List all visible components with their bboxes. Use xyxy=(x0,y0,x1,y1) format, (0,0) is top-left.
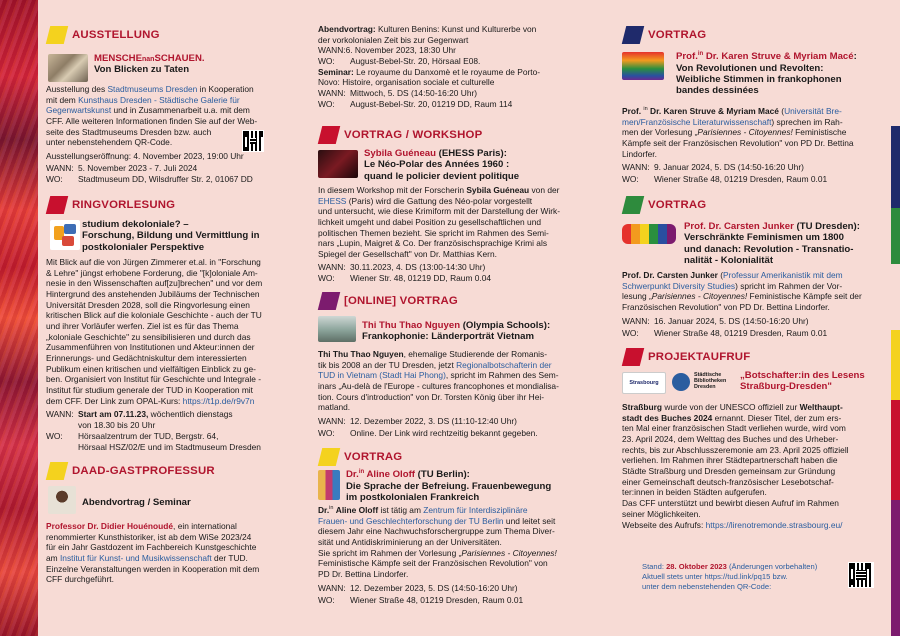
film-still-image xyxy=(318,150,358,178)
struve-paragraph: Prof. $^{in}$ Dr. Karen Struve & Myriam Macé (Universität Bre- men/Französische Literaturwissenschaft) sprechen im Rah- men der Vorlesung „Parisiennes - Citoyennes! Feministische Kämpfe seit der Französischen Revolution" von PD Dr. Bettina Lindorfer. xyxy=(622,106,854,159)
exhibition-wann: WANN: 5. November 2023 - 7. Juli 2024 xyxy=(46,163,198,173)
online-heading: Thi Thu Thao Nguyen (Olympia Schools): Frankophonie: Länderporträt Vietnam xyxy=(362,320,551,343)
purple-flag-icon xyxy=(318,292,340,310)
edge-bar-navy xyxy=(891,126,900,208)
library-icon xyxy=(672,373,690,391)
struve-wo: WO: Wiener Straße 48, 01219 Dresden, Raum 0.01 xyxy=(622,174,828,184)
oloff-paragraph: Dr.$^{in}$ Aline Oloff ist tätig am Zentrum für Interdisziplinäre Frauen- und Geschlechterforschung der TU Berlin und leitet seit diesem Jahr eine Nachwuchsforschergruppe zum Thema Diver- sität und Antidiskriminierung an der Universitäten. Sie spricht im Rahmen der Vorlesung „Parisiennes - Citoyennes! Feministische Kämpfe seit der Französischen Revolution" von PD Dr. Bettina Lindorfer. xyxy=(318,505,557,580)
daad-heading: Abendvortrag / Seminar xyxy=(82,497,191,508)
stadtmuseum-link[interactable]: Stadtmuseums Dresden xyxy=(107,84,198,94)
ringvorlesung-wo: WO: Hörsaalzentrum der TUD, Bergstr. 64, xyxy=(46,431,219,441)
ringvorlesung-time: von 18.30 bis 20 Uhr xyxy=(78,420,156,430)
ehess-link[interactable]: EHESS xyxy=(318,195,347,206)
qr-code-icon[interactable] xyxy=(242,130,264,152)
zifg-link[interactable]: Zentrum für Interdisziplinäre xyxy=(423,505,528,515)
book-cover-image xyxy=(318,470,340,500)
oloff-wo: WO: Wiener Straße 48, 01219 Dresden, Raum 0.01 xyxy=(318,595,524,605)
edge-bar-red xyxy=(891,400,900,500)
online-wann: WANN: 12. Dezember 2022, 3. DS (11:10-12:40 Uhr) xyxy=(318,416,517,426)
section-online-header: [ONLINE] VORTRAG xyxy=(320,292,458,310)
exhibition-paragraph: Ausstellung des Stadtmuseums Dresden in Kooperation mit dem Kunsthaus Dresden - Städtische Galerie für Gegenwartskunst und in Zusammenarbeit u.a. mit dem CFF. Alle weiteren Informationen finden Sie auf der Web- seite des Stadtmuseums Dresden bzw. auch unter nebenstehendem QR-Code. xyxy=(46,84,258,148)
qr-code-icon[interactable] xyxy=(848,562,874,588)
institut-link[interactable]: Institut für Kunst- und Musikwissenschaft xyxy=(59,553,212,564)
workshop-heading: Sybila Guéneau (EHESS Paris): Le Néo-Polar des Années 1960 : quand le policier devient politique xyxy=(364,148,520,182)
struve-heading: Prof.$^{in}$ Dr. Karen Struve & Myriam Macé: Von Revolutionen und Revolten: Weibliche Stimmen in frankophonen bandes dessinées xyxy=(676,51,857,97)
yellow-flag-icon xyxy=(46,462,68,480)
online-paragraph: Thi Thu Thao Nguyen, ehemalige Studierende der Romanis- tik bis 2008 an der TU Dresden, jetzt Regionalbotschafterin der TUD in Vietnam (Stadt Hai Phong), spricht im Rahmen des Sem- inars „Au-delà de l'Europe - cultures francophones et mondialisa- tion. Cours d'introduction" von Dr. Torsten König über ihr Hei- matland. xyxy=(318,349,559,413)
regional-link[interactable]: Regionalbotschafterin der xyxy=(456,359,552,370)
people-icons-image xyxy=(622,224,676,244)
amerikanistik-link[interactable]: Professur Amerikanistik mit dem xyxy=(723,270,843,280)
workshop-wann: WANN: 30.11.2023, 4. DS (13:00-14:30 Uhr) xyxy=(318,262,486,272)
workshop-paragraph: In diesem Workshop mit der Forscherin Sybila Guéneau von der EHESS (Paris) wird die Gattung des Néo-polar vorgestellt und untersucht, wie diese Krimiform mit der Darstellung der Wirk- lichkeit umgeht und dabei Position zu gesellschaftlichen und politischen Themen bezieht. Sie spricht im Rahmen des Semi- nars „Lupin, Maigret & Co. Der französischsprachige Krimi als Spiegel der Gesellschaft" von Dr. Matthias Kern. xyxy=(318,185,561,260)
ringvorlesung-heading: studium dekoloniale? – Forschung, Bildung und Vermittlung in postkolonialer Perspektive xyxy=(82,219,260,253)
vietnam-photo xyxy=(318,316,356,342)
edge-bar-purple xyxy=(891,500,900,636)
projektaufruf-web: Webseite des Aufrufs: https://lirenotremonde.strasbourg.eu/ xyxy=(622,520,843,530)
projektaufruf-heading: „Botschafter:in des Lesens Straßburg-Dresden" xyxy=(740,370,865,393)
kunsthaus-link[interactable]: Kunsthaus Dresden - Städtische Galerie für xyxy=(78,94,240,105)
tud-link[interactable]: https://tud.link/pq15 xyxy=(704,571,771,581)
abendvortrag-block: Abendvortrag: Kulturen Benins: Kunst und Kulturerbe von der vorkolonialen Zeit bis zur Gegenwart WANN:6. November 2023, 18:30 Uhr WO: August-Bebel-Str. 20, Hörsaal E08. Seminar: Le royaume du Danxomè et le royaume de Porto- Novo: Histoire, organisation sociale et culturelle WANN: Mittwoch, 5. DS (14:50-16:20 Uhr) WO: August-Bebel-Str. 20, 01219 DD, Raum 114 xyxy=(318,24,541,109)
section-workshop-header: VORTRAG / WORKSHOP xyxy=(320,126,482,144)
illustration-image xyxy=(50,220,80,250)
section-vortrag-oloff-header: VORTRAG xyxy=(320,448,402,466)
junker-paragraph: Prof. Dr. Carsten Junker (Professur Amerikanistik mit dem Schwerpunkt Diversity Studies) spricht im Rahmen der Vor- lesung „Parisiennes - Citoyennes! Feministische Kämpfe seit der Französischen Revolution" von PD Dr. Bettina Lindorfer. xyxy=(622,270,862,313)
section-daad-header: DAAD-GASTPROFESSUR xyxy=(48,462,215,480)
stand-note: Stand: 28. Oktober 2023 (Änderungen vorbehalten) Aktuell stets unter https://tud.link/pq15 bzw. unter dem nebenstehenden QR-Code: xyxy=(642,562,818,591)
junker-heading: Prof. Dr. Carsten Junker (TU Dresden): Verschränkte Feminismen um 1800 und danach: Revolution - Transnatio- nalität - Kolonialität xyxy=(684,221,860,266)
ringvorlesung-wo-2: Hörsaal HSZ/02/E und im Stadtmuseum Dresden xyxy=(78,442,261,452)
red-flag-icon xyxy=(46,196,68,214)
exhibition-photo xyxy=(48,54,88,82)
oloff-wann: WANN: 12. Dezember 2023, 5. DS (14:50-16:20 Uhr) xyxy=(318,583,518,593)
workshop-wo: WO: Wiener Str. 48, 01219 DD, Raum 0.04 xyxy=(318,273,492,283)
section-projektaufruf-header: PROJEKTAUFRUF xyxy=(624,348,750,366)
section-junker-header: VORTRAG xyxy=(624,196,706,214)
painted-edge-decoration xyxy=(0,0,38,636)
opal-link[interactable]: https://t1p.de/r9v7n xyxy=(182,395,255,406)
lirenotremonde-link[interactable]: https://lirenotremonde.strasbourg.eu/ xyxy=(705,520,843,530)
portrait-photo xyxy=(48,486,76,514)
section-title: AUSSTELLUNG xyxy=(72,28,160,41)
exhibition-opening: Ausstellungseröffnung: 4. November 2023, 19:00 Uhr xyxy=(46,151,244,161)
edge-bar-yellow xyxy=(891,330,900,400)
bremen-link[interactable]: Universität Bre- xyxy=(784,106,842,116)
navy-flag-icon xyxy=(622,26,644,44)
red-flag-icon xyxy=(622,348,644,366)
green-flag-icon xyxy=(622,196,644,214)
section-struve-header: VORTRAG xyxy=(624,26,706,44)
bibliotheken-logo: Städtische Bibliotheken Dresden xyxy=(672,372,736,394)
projektaufruf-paragraph: Straßburg wurde von der UNESCO offiziell zur Welthaupt- stadt des Buches 2024 ernannt. Dieser Titel, der zum ers- ten Mal einer französischen Stadt verliehen wurde, wird vom 23. April 2024, dem Welttag des Buches und des Urheber- rechts, bis zur Abschlusszeremonie am 23. April 2025 offiziell verliehen. Im Rahmen ihrer Städtepartnerschaft haben die Städte Straßburg und Dresden gemeinsam zur Gründung einer Gemeinschaft deutsch-französischer Lesebotschaf- ter:innen in beiden Städten aufgerufen. Das CFF unterstützt und bewirbt diesen Aufruf im Rahmen seiner Möglichkeiten. xyxy=(622,402,849,519)
yellow-flag-icon xyxy=(318,448,340,466)
red-flag-icon xyxy=(318,126,340,144)
yellow-flag-icon xyxy=(46,26,68,44)
colorful-image xyxy=(622,52,664,80)
section-ringvorlesung-header: RINGVORLESUNG xyxy=(48,196,175,214)
ringvorlesung-paragraph: Mit Blick auf die von Jürgen Zimmerer et.al. in "Forschung & Lehre" jüngst erhobene Forderung, die "[k]oloniale Am- nesie in den Wissenschaften auf[zu]brechen" und vor dem Hintergrund des anstehenden Jubiläums der Technischen Universität Dresden 2028, soll die Ringvorlesung einen kritischen Blick auf die koloniale Geschichte - auch der TU und ihrer Vorläufer werfen. Ziel ist es für das Thema „koloniale Geschichte" zu sensibilisieren und durch das Zusammenführen von Institutionen und Akteur:innen der Erinnerungs- und Gedächtniskultur dem interessierten Publikum einen kritischen und vielfältigen Einblick zu ge- ben. Organisiert von Institut für Geschichte und Integrale - Institut für studium generale der TUD in Kooperation mit dem CFF. Der Link zum OPAL-Kurs: https://t1p.de/r9v7n xyxy=(46,257,263,406)
junker-wann: WANN: 16. Januar 2024, 5. DS (14:50-16:20 Uhr) xyxy=(622,316,809,326)
section-ausstellung-header xyxy=(48,26,160,44)
junker-wo: WO: Wiener Straße 48, 01219 Dresden, Raum 0.01 xyxy=(622,328,828,338)
edge-bar-green xyxy=(891,208,900,264)
exhibition-wo: WO: Stadtmuseum DD, Wilsdruffer Str. 2, 01067 DD xyxy=(46,174,253,184)
online-wo: WO: Online. Der Link wird rechtzeitig bekannt gegeben. xyxy=(318,428,538,438)
daad-paragraph: Professor Dr. Didier Houénoudé, ein international renommierter Kunsthistoriker, ist ab dem WiSe 2023/24 für ein Jahr Gastdozent im Fachbereich Kunstgeschichte am Institut für Kunst- und Musikwissenschaft der TUD. Einzelne Veranstaltungen werden in Kooperation mit dem CFF durchgeführt. xyxy=(46,521,260,585)
exhibition-heading: MENSCHEnanSCHAUEN. Von Blicken zu Taten xyxy=(94,53,205,76)
ringvorlesung-wann: WANN: Start am 07.11.23, wöchentlich dienstags xyxy=(46,409,233,419)
struve-wann: WANN: 9. Januar 2024, 5. DS (14:50-16:20 Uhr) xyxy=(622,162,804,172)
strasbourg-logo: Strasbourg xyxy=(622,372,666,394)
oloff-heading: Dr.$^{in}$ Aline Oloff (TU Berlin): Die Sprache der Befreiung. Frauenbewegung im postkolonialen Frankreich xyxy=(346,469,552,503)
